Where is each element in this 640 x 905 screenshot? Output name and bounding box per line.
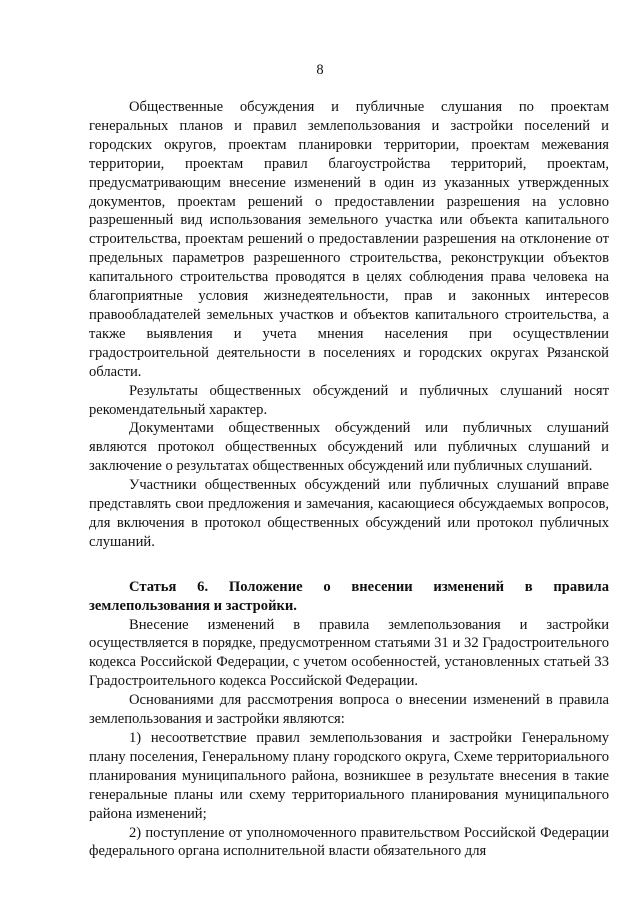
paragraph-public-hearings: Общественные обсуждения и публичные слушания по проектам генеральных планов и правил землепользования и застройки поселений и городских округов, проектам планировки территории, проектам межевания территории, проектам правил благоустройства территорий, проектам, предусматривающим внесение изменений в один из указанных утвержденных документов, проектам решений о предоставлении разрешения на условно разрешенный вид использования земельного участка или объекта капитального строительства, проектам решений о предоставлении разрешения на отклонение от предельных параметров разрешенного строительства, реконструкции объектов капитального строительства проводятся в целях соблюдения права человека на благоприятные условия жизнедеятельности, прав и законных интересов правообладателей земельных участков и объектов капитального строительства, а также выявления и учета мнения населения при осуществлении градостроительной деятельности в поселениях и городских округах Рязанской области. — [89, 99, 609, 380]
paragraph-grounds-intro: Основаниями для рассмотрения вопроса о внесении изменений в правила землепользования и застройки являются: — [89, 692, 609, 728]
paragraph-participants: Участники общественных обсуждений или публичных слушаний вправе представлять свои предложения и замечания, касающиеся обсуждаемых вопросов, для включения в протокол общественных обсуждений или протокол публичных слушаний. — [89, 477, 609, 550]
article-6-heading: Статья 6. Положение о внесении изменений в правила землепользования и застройки. — [89, 578, 609, 614]
list-item-2: 2) поступление от уполномоченного правительством Российской Федерации федерального органа исполнительной власти обязательного для — [89, 824, 609, 860]
document-body — [89, 98, 609, 861]
paragraph-results: Результаты общественных обсуждений и публичных слушаний носят рекомендательный характер. — [89, 382, 609, 418]
section-spacer — [89, 552, 609, 578]
paragraph-amendment-procedure: Внесение изменений в правила землепользования и застройки осуществляется в порядке, предусмотренном статьями 31 и 32 Градостроительного кодекса Российской Федерации, с учетом особенностей, установленных статьей 33 Градостроительного кодекса Российской Федерации. — [89, 616, 609, 690]
list-item-1: 1) несоответствие правил землепользования и застройки Генеральному плану поселения, Генеральному плану городского округа, Схеме территориального планирования муниципального района, возникшее в результате внесения в такие генеральные планы или схему территориального планирования муниципального района изменений; — [89, 730, 609, 822]
paragraph-documents: Документами общественных обсуждений или публичных слушаний являются протокол общественных обсуждений или публичных слушаний и заключение о результатах общественных обсуждений или публичных слушаний. — [89, 420, 609, 475]
page-number: 8 — [316, 62, 324, 78]
